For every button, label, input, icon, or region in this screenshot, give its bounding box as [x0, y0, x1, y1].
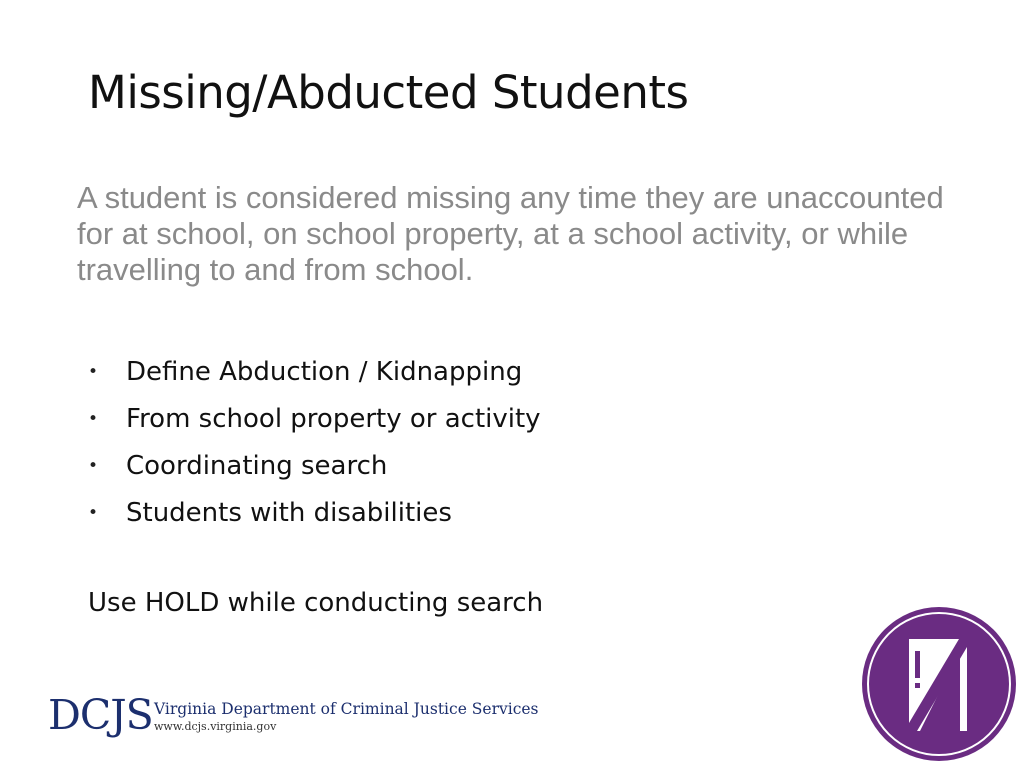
logo-url: www.dcjs.virginia.gov	[154, 720, 277, 733]
hold-note: Use HOLD while conducting search	[88, 588, 544, 618]
bullet-dot: •	[88, 456, 99, 476]
bullet-text: Coordinating search	[126, 451, 388, 481]
alert-dot	[915, 683, 920, 688]
bullet-dot: •	[88, 503, 99, 523]
bullet-text: Students with disabilities	[126, 498, 452, 528]
bullet-dot: •	[88, 409, 99, 429]
logo-mark: DCJS	[48, 691, 153, 739]
slide-title: Missing/Abducted Students	[88, 66, 689, 119]
alert-mark	[915, 651, 920, 678]
logo-org-name: Virginia Department of Criminal Justice Services	[154, 700, 539, 718]
definition-text: A student is considered missing any time they are unaccounted for at school, on school property, at a school activity, or while travelling to and from school.	[77, 180, 944, 287]
bullet-dot: •	[88, 362, 99, 382]
bullet-text: From school property or activity	[126, 404, 541, 434]
door-hold-icon	[860, 605, 1018, 763]
bullet-text: Define Abduction / Kidnapping	[126, 357, 523, 387]
